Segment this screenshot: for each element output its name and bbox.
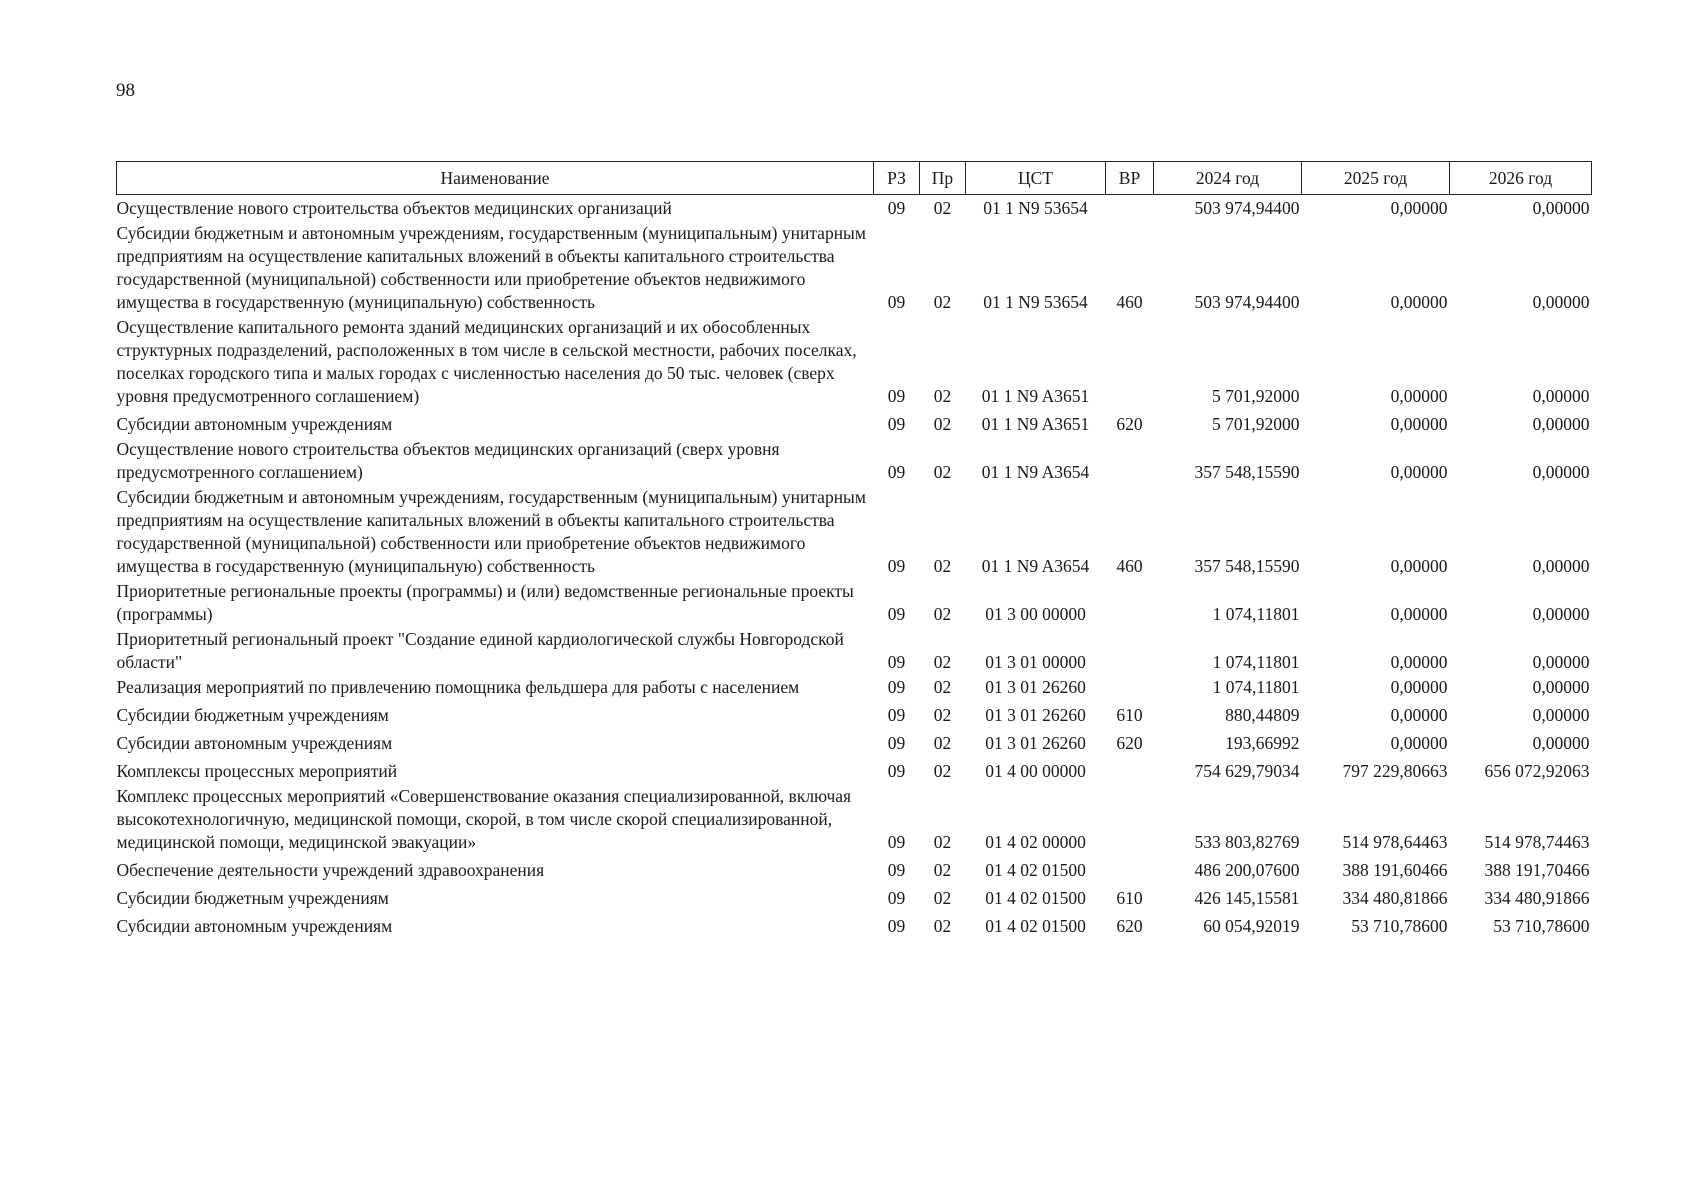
header-2026: 2026 год <box>1450 162 1592 195</box>
row-rz: 09 <box>887 556 906 576</box>
header-2025: 2025 год <box>1302 162 1450 195</box>
row-2026: 0,00000 <box>1532 386 1590 406</box>
row-cst: 01 1 N9 53654 <box>983 292 1088 312</box>
row-2025: 797 229,80663 <box>1342 761 1448 781</box>
row-name: Осуществление капитального ремонта зданий медицинских организаций и их обособленных структурных подразделений, расположенных в том числе в сельской местности, рабочих поселках, поселках городского типа и малых городах с численностью населения до 50 тыс. человек (сверх уровня предусмотренного соглашением) <box>116 317 857 406</box>
header-cst: ЦСТ <box>966 162 1106 195</box>
row-2026: 0,00000 <box>1532 292 1590 312</box>
row-2025: 334 480,81866 <box>1342 888 1448 908</box>
header-pr: Пр <box>920 162 966 195</box>
row-vr: 460 <box>1116 556 1143 576</box>
row-2026: 514 978,74463 <box>1484 832 1590 852</box>
row-pr: 02 <box>933 198 952 218</box>
row-rz: 09 <box>887 888 906 908</box>
row-2025: 0,00000 <box>1390 733 1448 753</box>
table-row <box>117 436 1592 484</box>
row-2025: 53 710,78600 <box>1351 916 1448 936</box>
row-2026: 0,00000 <box>1532 705 1590 725</box>
row-vr <box>1106 783 1154 854</box>
row-2024: 357 548,15590 <box>1194 556 1300 576</box>
row-2024: 1 074,11801 <box>1212 604 1300 624</box>
row-name: Субсидии бюджетным учреждениям <box>116 888 389 908</box>
row-2024: 503 974,94400 <box>1194 198 1300 218</box>
row-name: Субсидии автономным учреждениям <box>116 414 393 434</box>
row-2025: 0,00000 <box>1390 677 1448 697</box>
row-pr: 02 <box>933 604 952 624</box>
row-rz: 09 <box>887 652 906 672</box>
table-row <box>117 484 1592 578</box>
row-pr: 02 <box>933 414 952 434</box>
table-row <box>117 674 1592 699</box>
row-2024: 357 548,15590 <box>1194 462 1300 482</box>
header-rz: РЗ <box>874 162 920 195</box>
table-row <box>117 626 1592 674</box>
row-name: Осуществление нового строительства объектов медицинских организаций <box>116 198 672 218</box>
row-name: Реализация мероприятий по привлечению помощника фельдшера для работы с населением <box>116 677 800 697</box>
row-2025: 0,00000 <box>1390 414 1448 434</box>
row-vr <box>1106 436 1154 484</box>
row-name: Субсидии бюджетным учреждениям <box>116 705 389 725</box>
row-cst: 01 4 02 01500 <box>985 860 1086 880</box>
row-vr: 620 <box>1116 414 1143 434</box>
row-cst: 01 4 02 00000 <box>985 832 1086 852</box>
table-row <box>117 854 1592 882</box>
row-cst: 01 1 N9 A3651 <box>981 386 1090 406</box>
row-name: Субсидии бюджетным и автономным учреждениям, государственным (муниципальным) унитарным предприятиям на осуществление капитальных вложений в объекты капитального строительства государственной (муниципальной) собственности или приобретение объектов недвижимого имущества в государственную (муниципальную) собственность <box>116 487 866 576</box>
row-2024: 486 200,07600 <box>1194 860 1300 880</box>
row-rz: 09 <box>887 761 906 781</box>
row-2026: 0,00000 <box>1532 414 1590 434</box>
row-2024: 1 074,11801 <box>1212 677 1300 697</box>
row-2026: 0,00000 <box>1532 652 1590 672</box>
row-vr: 460 <box>1116 292 1143 312</box>
row-2025: 0,00000 <box>1390 386 1448 406</box>
row-pr: 02 <box>933 916 952 936</box>
row-2026: 0,00000 <box>1532 733 1590 753</box>
row-pr: 02 <box>933 860 952 880</box>
row-rz: 09 <box>887 386 906 406</box>
row-name: Обеспечение деятельности учреждений здравоохранения <box>116 860 545 880</box>
row-cst: 01 4 00 00000 <box>985 761 1086 781</box>
row-2024: 503 974,94400 <box>1194 292 1300 312</box>
header-row <box>117 162 1592 195</box>
table-row <box>117 882 1592 910</box>
row-vr: 610 <box>1116 888 1143 908</box>
row-2026: 334 480,91866 <box>1484 888 1590 908</box>
row-rz: 09 <box>887 462 906 482</box>
row-cst: 01 3 00 00000 <box>985 604 1086 624</box>
row-2025: 0,00000 <box>1390 556 1448 576</box>
row-2025: 0,00000 <box>1390 604 1448 624</box>
table-row <box>117 727 1592 755</box>
row-rz: 09 <box>887 604 906 624</box>
table-row <box>117 699 1592 727</box>
row-rz: 09 <box>887 414 906 434</box>
row-vr <box>1106 314 1154 408</box>
row-pr: 02 <box>933 652 952 672</box>
row-2024: 1 074,11801 <box>1212 652 1300 672</box>
row-pr: 02 <box>933 556 952 576</box>
row-name: Субсидии бюджетным и автономным учреждениям, государственным (муниципальным) унитарным предприятиям на осуществление капитальных вложений в объекты капитального строительства государственной (муниципальной) собственности или приобретение объектов недвижимого имущества в государственную (муниципальную) собственность <box>116 223 866 312</box>
row-pr: 02 <box>933 832 952 852</box>
row-rz: 09 <box>887 860 906 880</box>
table-row <box>117 783 1592 854</box>
row-name: Субсидии автономным учреждениям <box>116 733 393 753</box>
row-2025: 514 978,64463 <box>1342 832 1448 852</box>
page-number: 98 <box>116 80 135 101</box>
row-pr: 02 <box>933 733 952 753</box>
row-rz: 09 <box>887 292 906 312</box>
row-2024: 754 629,79034 <box>1194 761 1300 781</box>
row-cst: 01 3 01 26260 <box>985 705 1086 725</box>
header-vr: ВР <box>1106 162 1154 195</box>
table-row <box>117 408 1592 436</box>
table-row <box>117 755 1592 783</box>
row-vr <box>1106 755 1154 783</box>
row-cst: 01 1 N9 A3654 <box>981 556 1090 576</box>
row-2025: 0,00000 <box>1390 292 1448 312</box>
table-row <box>117 910 1592 938</box>
row-2026: 388 191,70466 <box>1484 860 1590 880</box>
row-2024: 193,66992 <box>1225 733 1300 753</box>
table-row <box>117 314 1592 408</box>
table-body <box>117 195 1592 939</box>
table-header <box>117 162 1592 195</box>
row-vr <box>1106 195 1154 221</box>
row-name: Осуществление нового строительства объектов медицинских организаций (сверх уровня предусмотренного соглашением) <box>116 439 780 482</box>
row-rz: 09 <box>887 832 906 852</box>
row-rz: 09 <box>887 705 906 725</box>
row-2026: 0,00000 <box>1532 462 1590 482</box>
row-2025: 388 191,60466 <box>1342 860 1448 880</box>
row-rz: 09 <box>887 677 906 697</box>
row-pr: 02 <box>933 462 952 482</box>
row-cst: 01 1 N9 A3654 <box>981 462 1090 482</box>
row-2024: 426 145,15581 <box>1194 888 1300 908</box>
header-name: Наименование <box>117 162 874 195</box>
row-name: Комплекс процессных мероприятий «Совершенствование оказания специализированной, включая высокотехнологичную, медицинской помощи, скорой, в том числе скорой специализированной, медицинской помощи, медицинской эвакуации» <box>116 786 852 852</box>
row-2025: 0,00000 <box>1390 198 1448 218</box>
row-cst: 01 3 01 26260 <box>985 733 1086 753</box>
row-2024: 880,44809 <box>1225 705 1300 725</box>
table-row <box>117 220 1592 314</box>
row-2025: 0,00000 <box>1390 462 1448 482</box>
row-name: Приоритетные региональные проекты (программы) и (или) ведомственные региональные проекты (программы) <box>116 581 854 624</box>
row-cst: 01 1 N9 53654 <box>983 198 1088 218</box>
row-rz: 09 <box>887 198 906 218</box>
row-2024: 5 701,92000 <box>1212 386 1300 406</box>
row-cst: 01 1 N9 A3651 <box>981 414 1090 434</box>
row-name: Комплексы процессных мероприятий <box>116 761 398 781</box>
row-2024: 60 054,92019 <box>1203 916 1300 936</box>
row-2024: 5 701,92000 <box>1212 414 1300 434</box>
row-vr: 620 <box>1116 916 1143 936</box>
row-pr: 02 <box>933 761 952 781</box>
row-pr: 02 <box>933 386 952 406</box>
budget-table <box>116 161 1592 938</box>
row-2026: 0,00000 <box>1532 556 1590 576</box>
row-2025: 0,00000 <box>1390 652 1448 672</box>
row-vr <box>1106 578 1154 626</box>
row-rz: 09 <box>887 733 906 753</box>
row-pr: 02 <box>933 292 952 312</box>
row-cst: 01 4 02 01500 <box>985 916 1086 936</box>
table-row <box>117 578 1592 626</box>
row-cst: 01 4 02 01500 <box>985 888 1086 908</box>
row-2026: 53 710,78600 <box>1493 916 1590 936</box>
row-2025: 0,00000 <box>1390 705 1448 725</box>
row-2026: 0,00000 <box>1532 198 1590 218</box>
row-vr: 610 <box>1116 705 1143 725</box>
row-cst: 01 3 01 26260 <box>985 677 1086 697</box>
row-rz: 09 <box>887 916 906 936</box>
row-pr: 02 <box>933 677 952 697</box>
row-2024: 533 803,82769 <box>1194 832 1300 852</box>
header-2024: 2024 год <box>1154 162 1302 195</box>
row-2026: 0,00000 <box>1532 604 1590 624</box>
row-vr: 620 <box>1116 733 1143 753</box>
row-cst: 01 3 01 00000 <box>985 652 1086 672</box>
row-pr: 02 <box>933 705 952 725</box>
row-vr <box>1106 626 1154 674</box>
row-name: Приоритетный региональный проект "Создание единой кардиологической службы Новгородской области" <box>116 629 844 672</box>
row-2026: 0,00000 <box>1532 677 1590 697</box>
table-row <box>117 195 1592 221</box>
row-2026: 656 072,92063 <box>1484 761 1590 781</box>
row-vr <box>1106 854 1154 882</box>
row-vr <box>1106 674 1154 699</box>
row-name: Субсидии автономным учреждениям <box>116 916 393 936</box>
row-pr: 02 <box>933 888 952 908</box>
